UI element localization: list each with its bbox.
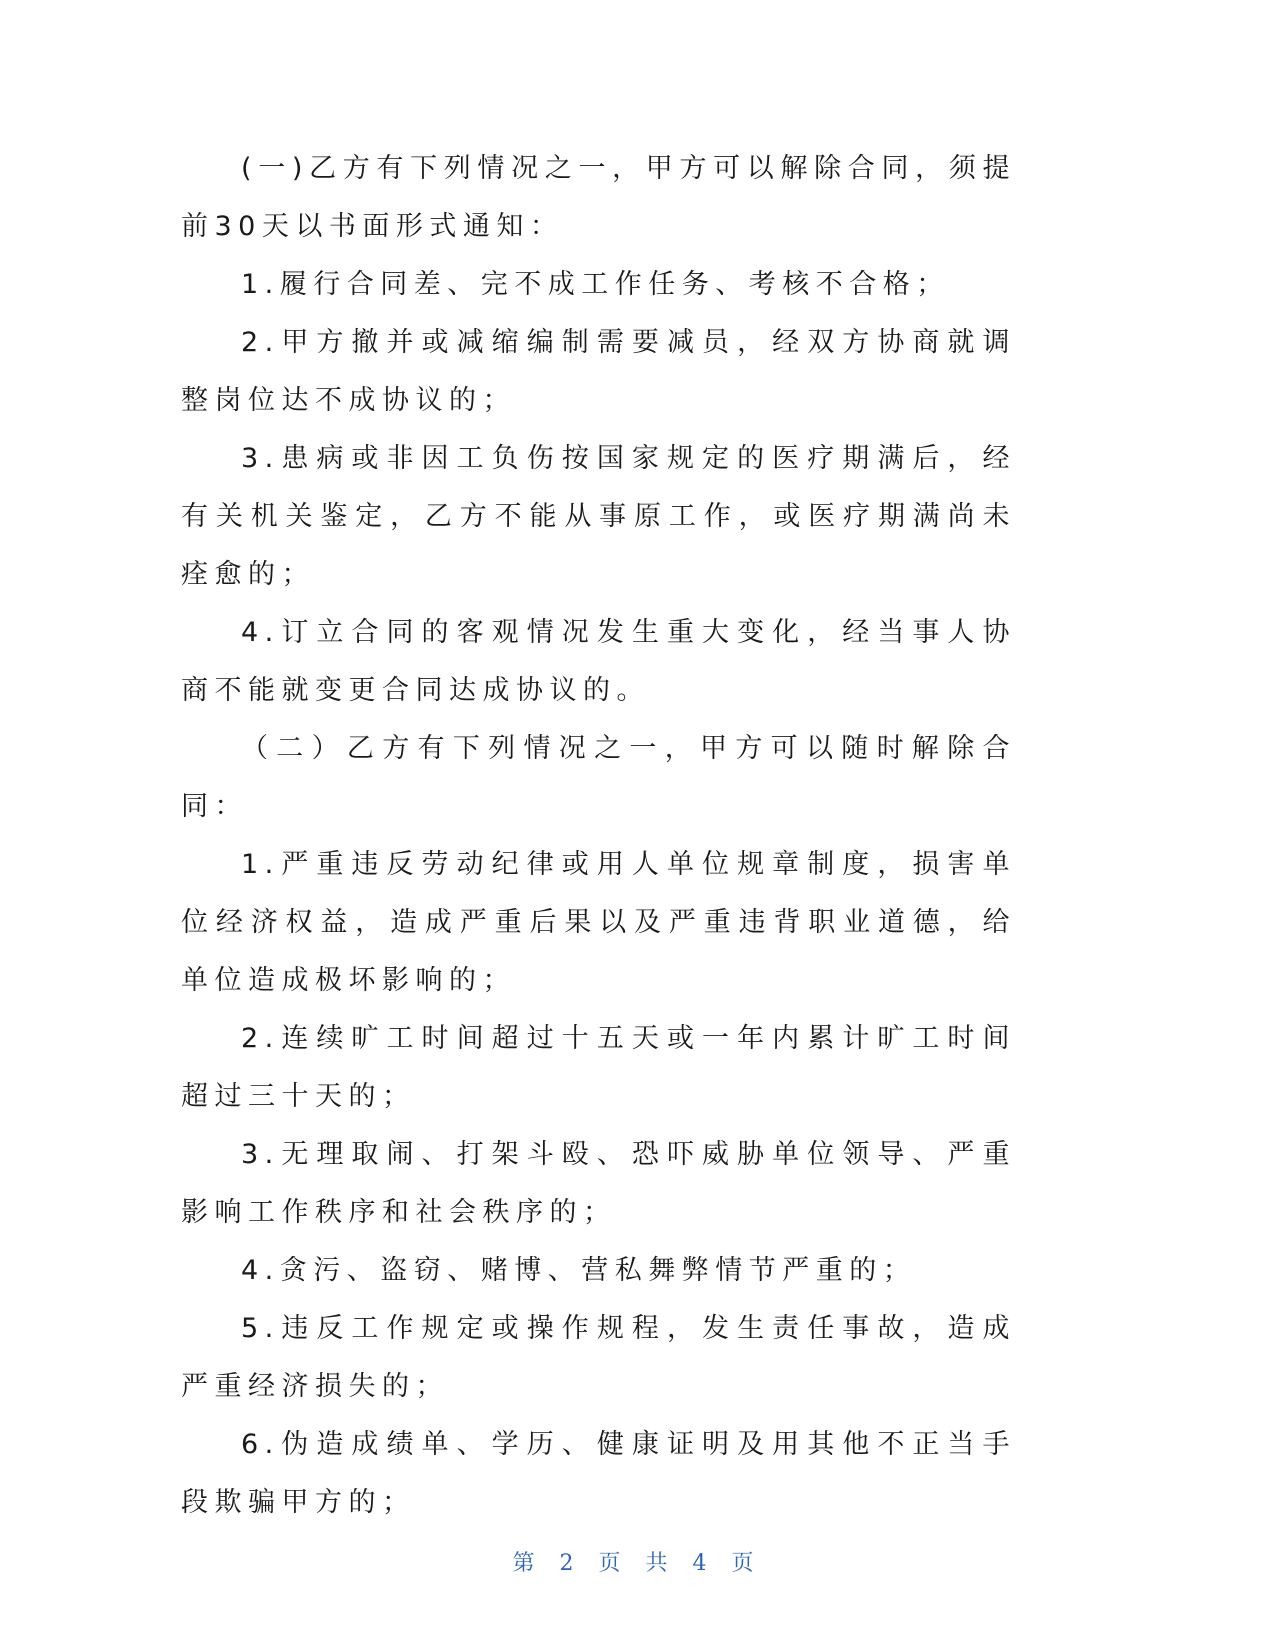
- paragraph-item-2-1: 1.严重违反劳动纪律或用人单位规章制度，损害单位经济权益，造成严重后果以及严重违背职业道德，给单位造成极坏影响的；: [181, 849, 1016, 996]
- paragraph-item-1-3: 3.患病或非因工负伤按国家规定的医疗期满后，经有关机关鉴定，乙方不能从事原工作，或医疗期满尚未痊愈的；: [181, 443, 1016, 590]
- paragraph-item-2-4: 4.贪污、盗窃、赌博、营私舞弊情节严重的；: [241, 1255, 917, 1286]
- paragraph-item-1-4: 4.订立合同的客观情况发生重大变化，经当事人协商不能就变更合同达成协议的。: [181, 617, 1016, 706]
- page-number-footer: 第 2 页 共 4 页: [512, 1551, 763, 1576]
- paragraph-section-2-heading: （二）乙方有下列情况之一，甲方可以随时解除合同：: [181, 733, 1016, 822]
- paragraph-item-2-2: 2.连续旷工时间超过十五天或一年内累计旷工时间超过三十天的；: [181, 1023, 1016, 1112]
- paragraph-item-2-5: 5.违反工作规定或操作规程，发生责任事故，造成严重经济损失的；: [181, 1313, 1016, 1402]
- paragraph-item-1-2: 2.甲方撤并或减缩编制需要减员，经双方协商就调整岗位达不成协议的；: [181, 327, 1016, 416]
- paragraph-item-2-3: 3.无理取闹、打架斗殴、恐吓威胁单位领导、严重影响工作秩序和社会秩序的；: [181, 1139, 1016, 1228]
- document-body: [181, 140, 1016, 1532]
- paragraph-section-1-heading: (一)乙方有下列情况之一，甲方可以解除合同，须提前30天以书面形式通知：: [181, 153, 1016, 242]
- paragraph-item-2-6: 6.伪造成绩单、学历、健康证明及用其他不正当手段欺骗甲方的；: [181, 1429, 1016, 1518]
- paragraph-item-1-1: 1.履行合同差、完不成工作任务、考核不合格；: [241, 269, 950, 300]
